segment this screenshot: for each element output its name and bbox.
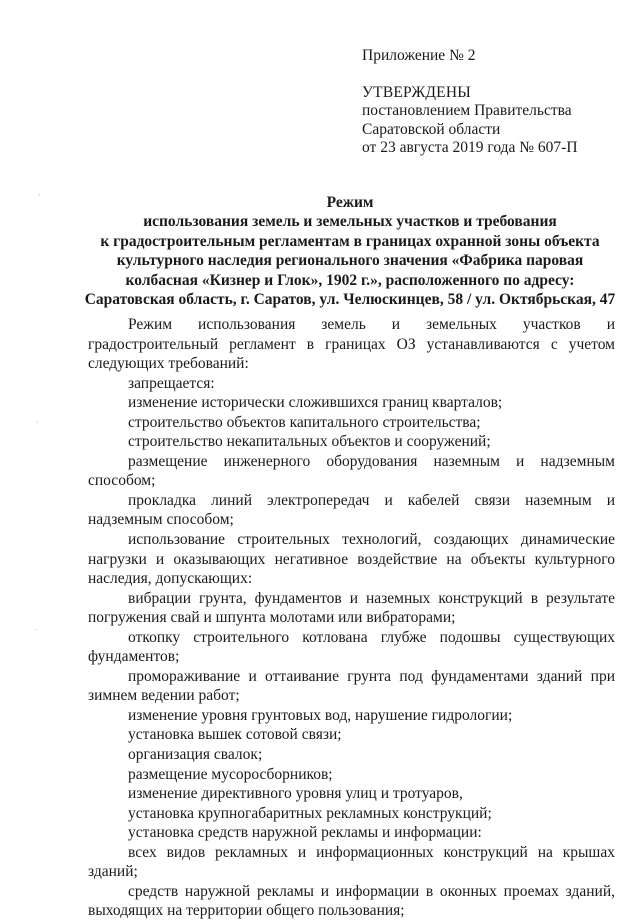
intro-paragraph: Режим использования земель и земельных участков и градостроительный регламент в границах ОЗ устанавливаются с учетом следующих требований: (88, 316, 615, 373)
list-item: всех видов рекламных и информационных конструкций на крышах зданий; (88, 843, 615, 881)
list-item: установка вышек сотовой связи; (128, 726, 342, 744)
scan-speck: · (35, 626, 38, 635)
approval-block (362, 47, 622, 158)
list-item: установка крупногабаритных рекламных конструкций; (128, 804, 492, 822)
list-item: откопку строительного котлована глубже подошвы существующих фундаментов; (88, 628, 615, 666)
list-item: средств наружной рекламы и информации в оконных проемах зданий, выходящих на территории общего пользования; (88, 882, 615, 920)
approval-line-3: от 23 августа 2019 года № 607-П (362, 139, 578, 156)
scan-speck: · (38, 191, 41, 200)
list-item: строительство некапитальных объектов и сооружений; (128, 433, 491, 451)
scan-speck: · (36, 418, 39, 427)
appendix-number: Приложение № 2 (362, 47, 476, 64)
approved-heading: УТВЕРЖДЕНЫ (362, 83, 471, 101)
document-body (88, 315, 615, 921)
list-item: размещение инженерного оборудования наземным и надземным способом; (88, 452, 615, 490)
list-item: изменение уровня грунтовых вод, нарушение гидрологии; (128, 706, 513, 724)
list-item: изменение исторически сложившихся границ кварталов; (128, 394, 503, 412)
title-line-4: культурного наследия регионального значения «Фабрика паровая (116, 252, 584, 270)
list-item: строительство объектов капитального строительства; (128, 413, 481, 431)
list-item: запрещается: (128, 374, 215, 392)
list-item: размещение мусоросборников; (128, 765, 333, 783)
list-item: прокладка линий электропередач и кабелей связи наземным и надземным способом; (88, 491, 615, 529)
list-item: организация свалок; (128, 746, 263, 764)
approval-line-1: постановлением Правительства (362, 102, 572, 119)
title-line-2: использования земель и земельных участков и требования (143, 213, 557, 231)
title-line-1: Режим (326, 194, 374, 211)
list-item: вибрации грунта, фундаментов и наземных конструкций в результате погружения свай и шпунта молотами или вибраторами; (88, 589, 615, 627)
list-item: установка средств наружной рекламы и информации: (128, 824, 482, 842)
title-line-6: Саратовская область, г. Саратов, ул. Челюскинцев, 58 / ул. Октябрьская, 47 (84, 291, 616, 309)
approval-line-2: Саратовской области (362, 120, 501, 138)
title-line-3: к градостроительным регламентам в границах охранной зоны объекта (100, 232, 600, 250)
list-item: промораживание и оттаивание грунта под фундаментами зданий при зимнем ведении работ; (88, 667, 615, 705)
list-item: использование строительных технологий, создающих динамические нагрузки и оказывающих негативное воздействие на объекты культурного наследия, допускающих: (88, 531, 615, 588)
title-line-5: колбасная «Кизнер и Глок», 1902 г.», расположенного по адресу: (125, 271, 575, 289)
document-title (60, 193, 640, 309)
list-item: изменение директивного уровня улиц и тротуаров, (128, 785, 463, 803)
